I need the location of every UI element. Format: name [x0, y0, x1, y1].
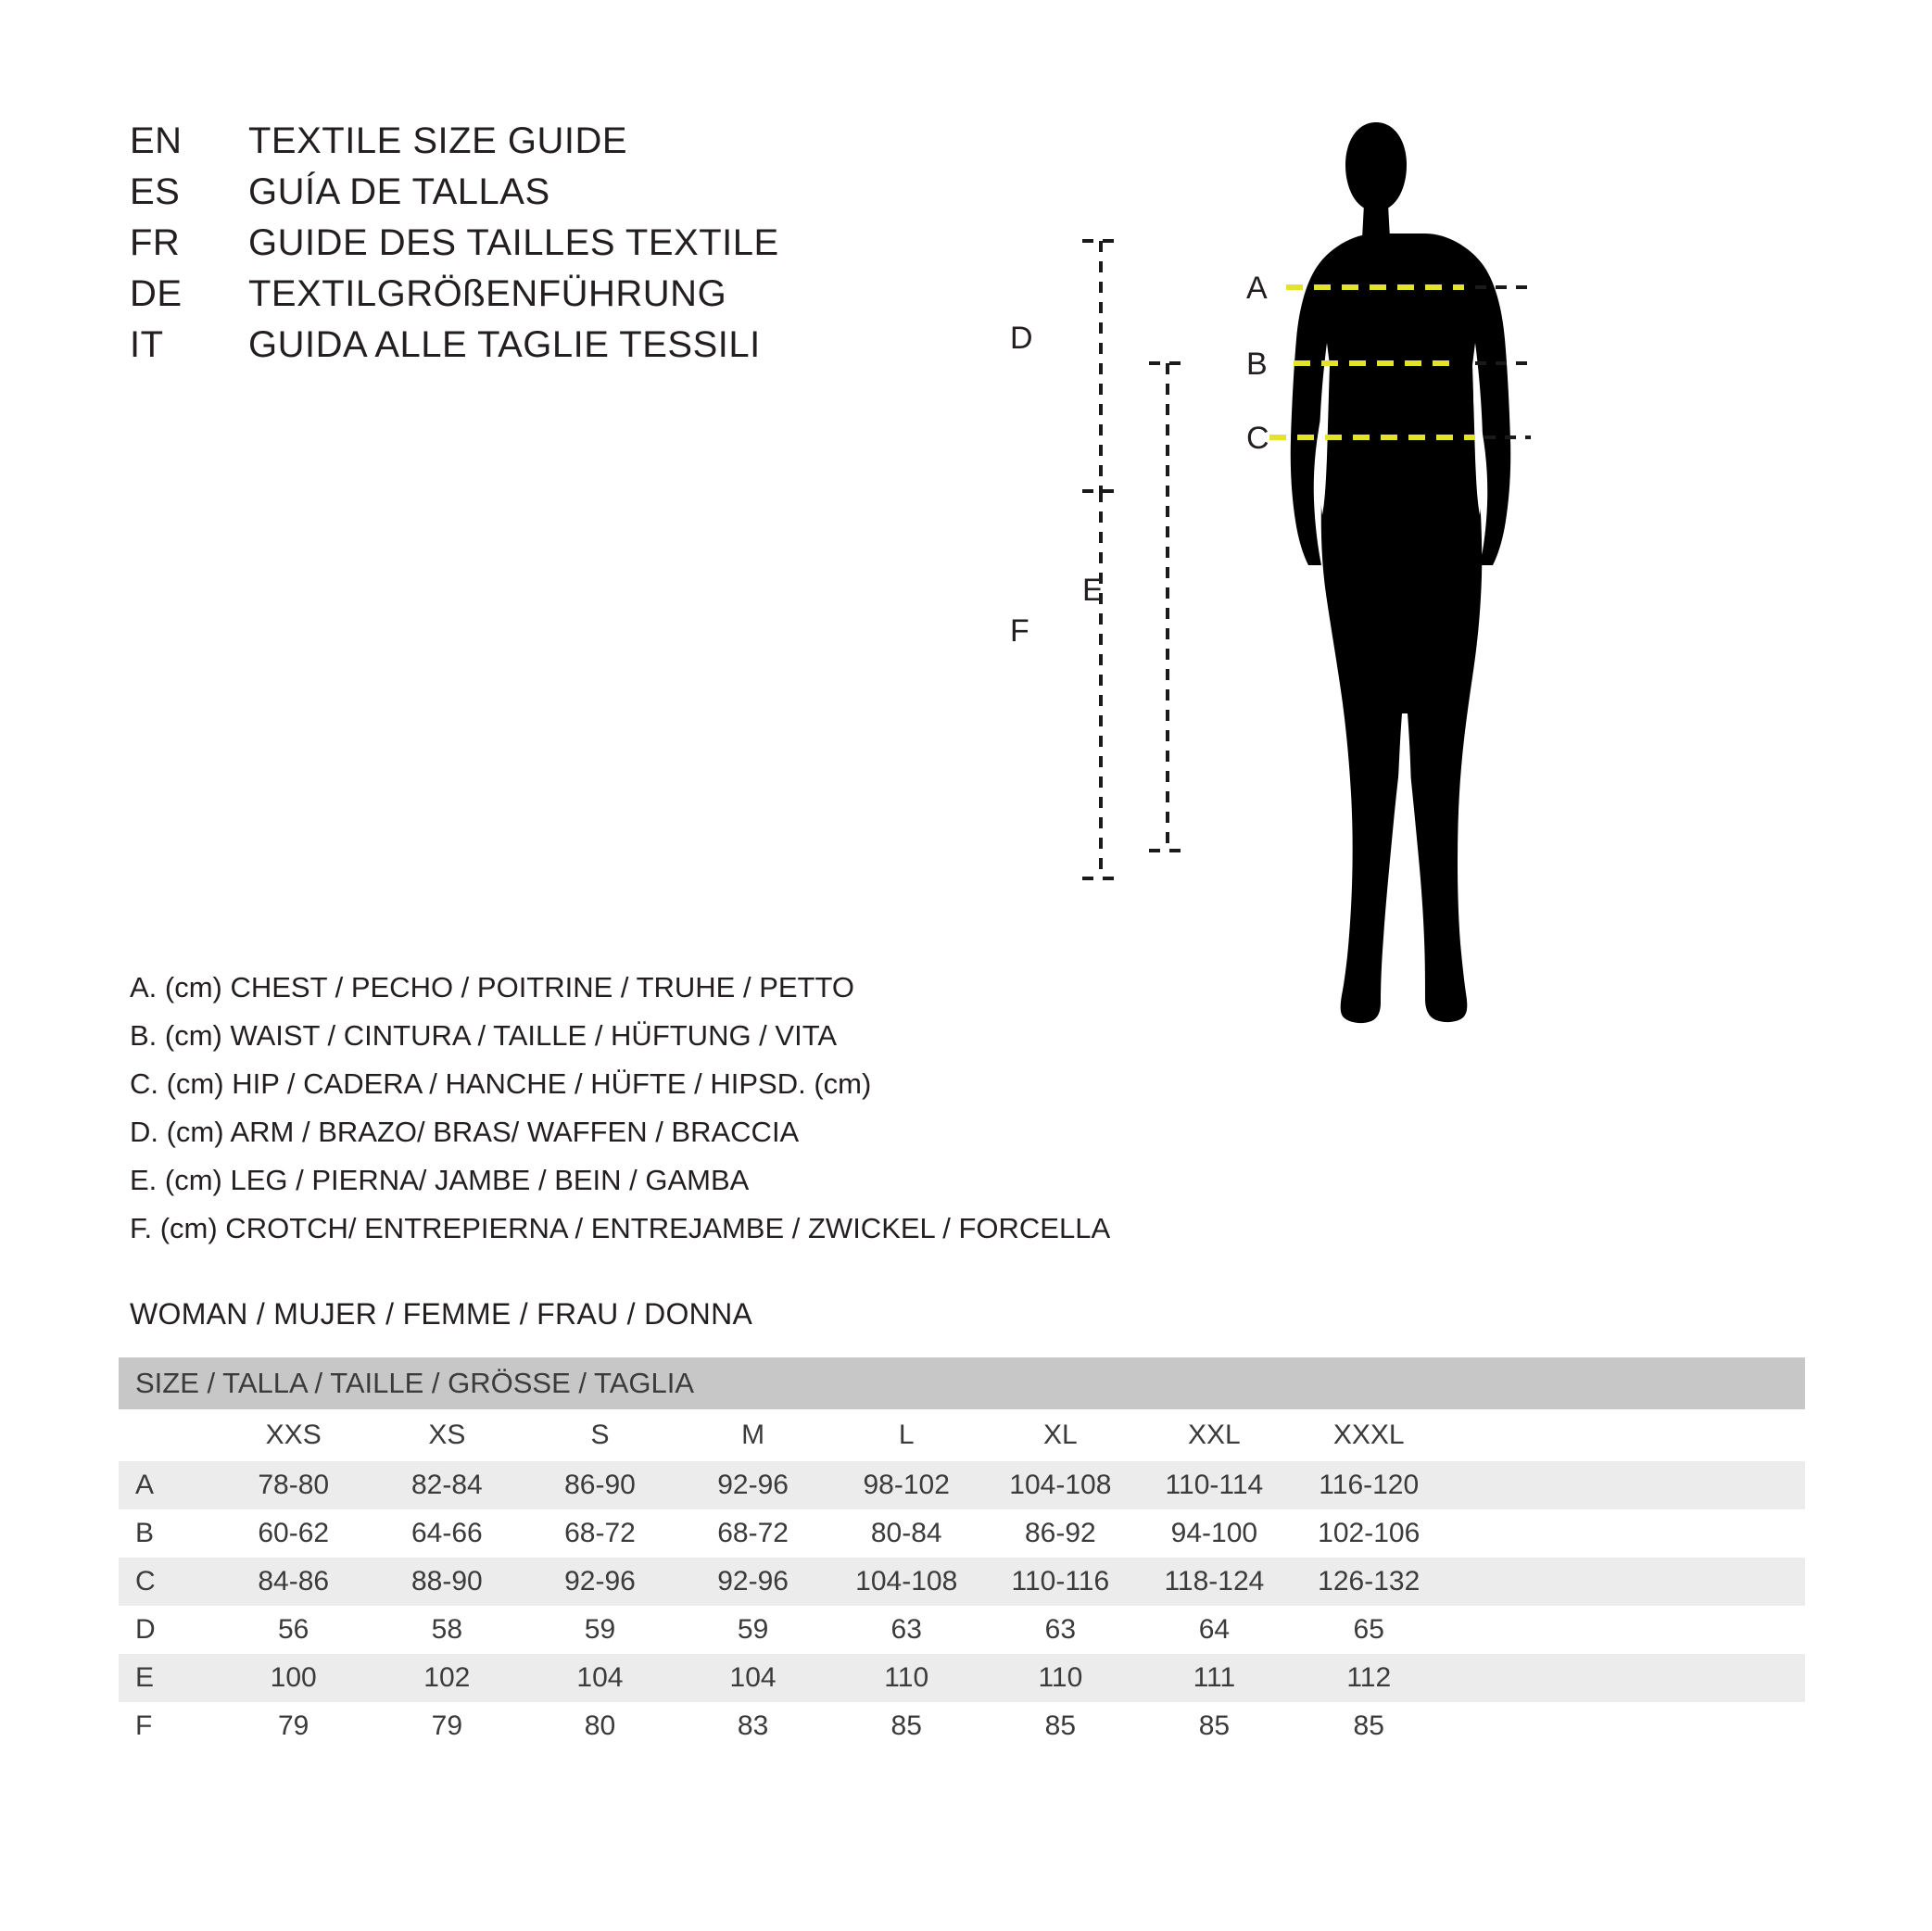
table-cell: 98-102 — [829, 1461, 983, 1509]
title-lang-code: DE — [130, 273, 183, 314]
guide-e — [1149, 363, 1186, 851]
table-cell: 85 — [829, 1702, 983, 1750]
title-row — [130, 116, 964, 167]
table-spacer-cell — [1446, 1606, 1805, 1654]
marker-label-e: E — [1082, 573, 1104, 608]
table-cell: 118-124 — [1137, 1558, 1291, 1606]
table-cell: 80 — [524, 1702, 676, 1750]
table-cell: 104-108 — [829, 1558, 983, 1606]
figure-svg — [982, 65, 1816, 1223]
title-lang-code: FR — [130, 222, 181, 263]
table-cell: 65 — [1291, 1606, 1446, 1654]
table-cell: 110 — [983, 1654, 1137, 1702]
size-table — [119, 1357, 1805, 1750]
size-header-m: M — [676, 1409, 829, 1461]
row-label: F — [119, 1702, 217, 1750]
table-header-row — [119, 1409, 1805, 1461]
table-spacer-cell — [1446, 1509, 1805, 1558]
table-cell: 59 — [524, 1606, 676, 1654]
legend-item: A. (cm) CHEST / PECHO / POITRINE / TRUHE / PETTO — [130, 971, 854, 1003]
marker-label-a: A — [1246, 271, 1268, 306]
table-row — [119, 1509, 1805, 1558]
size-header-xxs: XXS — [217, 1409, 371, 1461]
table-spacer-cell — [1446, 1702, 1805, 1750]
table-cell: 59 — [676, 1606, 829, 1654]
title-text: GUIDA ALLE TAGLIE TESSILI — [248, 324, 761, 365]
table-cell: 80-84 — [829, 1509, 983, 1558]
table-band-label: SIZE / TALLA / TAILLE / GRÖSSE / TAGLIA — [119, 1357, 1805, 1409]
table-cell: 86-92 — [983, 1509, 1137, 1558]
table-cell: 104-108 — [983, 1461, 1137, 1509]
table-cell: 63 — [983, 1606, 1137, 1654]
row-label: C — [119, 1558, 217, 1606]
table-cell: 82-84 — [371, 1461, 524, 1509]
size-header-xs: XS — [371, 1409, 524, 1461]
table-spacer-cell — [1446, 1461, 1805, 1509]
table-cell: 110-116 — [983, 1558, 1137, 1606]
row-label: A — [119, 1461, 217, 1509]
table-row — [119, 1606, 1805, 1654]
legend-item: B. (cm) WAIST / CINTURA / TAILLE / HÜFTUNG / VITA — [130, 1019, 838, 1052]
table-cell: 56 — [217, 1606, 371, 1654]
table-cell: 102-106 — [1291, 1509, 1446, 1558]
table-cell: 68-72 — [524, 1509, 676, 1558]
table-cell: 79 — [217, 1702, 371, 1750]
table-cell: 104 — [524, 1654, 676, 1702]
table-cell: 58 — [371, 1606, 524, 1654]
table-corner-cell — [119, 1409, 217, 1461]
size-header-l: L — [829, 1409, 983, 1461]
table-cell: 79 — [371, 1702, 524, 1750]
table-cell: 86-90 — [524, 1461, 676, 1509]
table-cell: 85 — [983, 1702, 1137, 1750]
table-spacer-cell — [1446, 1558, 1805, 1606]
table-row — [119, 1702, 1805, 1750]
title-lang-code: IT — [130, 324, 164, 365]
table-cell: 112 — [1291, 1654, 1446, 1702]
title-row — [130, 218, 964, 269]
size-header-s: S — [524, 1409, 676, 1461]
table-cell: 116-120 — [1291, 1461, 1446, 1509]
table-cell: 78-80 — [217, 1461, 371, 1509]
size-header-xxl: XXL — [1137, 1409, 1291, 1461]
row-label: D — [119, 1606, 217, 1654]
title-row — [130, 320, 964, 371]
table-cell: 68-72 — [676, 1509, 829, 1558]
legend-item: D. (cm) ARM / BRAZO/ BRAS/ WAFFEN / BRACCIA — [130, 1116, 800, 1148]
table-band-header — [119, 1357, 1805, 1409]
guide-f — [1082, 491, 1119, 878]
legend-item: C. (cm) HIP / CADERA / HANCHE / HÜFTE / HIPSD. (cm) — [130, 1067, 872, 1100]
table-cell: 60-62 — [217, 1509, 371, 1558]
table-cell: 110-114 — [1137, 1461, 1291, 1509]
table-cell: 83 — [676, 1702, 829, 1750]
table-cell: 88-90 — [371, 1558, 524, 1606]
table-cell: 94-100 — [1137, 1509, 1291, 1558]
title-text: GUÍA DE TALLAS — [248, 171, 550, 212]
table-cell: 85 — [1291, 1702, 1446, 1750]
table-spacer-cell — [1446, 1654, 1805, 1702]
legend-item: E. (cm) LEG / PIERNA/ JAMBE / BEIN / GAMBA — [130, 1164, 750, 1196]
title-text: TEXTILGRÖßENFÜHRUNG — [248, 273, 727, 314]
title-block — [130, 116, 964, 371]
table-cell: 84-86 — [217, 1558, 371, 1606]
guide-d — [1082, 241, 1119, 491]
title-lang-code: ES — [130, 171, 181, 212]
table-cell: 100 — [217, 1654, 371, 1702]
title-row — [130, 269, 964, 320]
row-label: E — [119, 1654, 217, 1702]
table-row — [119, 1654, 1805, 1702]
table-cell: 110 — [829, 1654, 983, 1702]
title-text: TEXTILE SIZE GUIDE — [248, 120, 628, 161]
row-label: B — [119, 1509, 217, 1558]
table-cell: 92-96 — [524, 1558, 676, 1606]
table-cell: 64 — [1137, 1606, 1291, 1654]
marker-label-c: C — [1246, 421, 1269, 456]
table-row — [119, 1558, 1805, 1606]
table-cell: 111 — [1137, 1654, 1291, 1702]
table-cell: 85 — [1137, 1702, 1291, 1750]
marker-label-b: B — [1246, 347, 1268, 382]
table-cell: 126-132 — [1291, 1558, 1446, 1606]
gender-label: WOMAN / MUJER / FEMME / FRAU / DONNA — [130, 1297, 753, 1331]
table-cell: 92-96 — [676, 1461, 829, 1509]
table-cell: 63 — [829, 1606, 983, 1654]
size-header-xxxl: XXXL — [1291, 1409, 1446, 1461]
title-row — [130, 167, 964, 218]
table-spacer-cell — [1446, 1409, 1805, 1461]
table-row — [119, 1461, 1805, 1509]
table-cell: 64-66 — [371, 1509, 524, 1558]
marker-label-d: D — [1010, 321, 1033, 356]
legend-item: F. (cm) CROTCH/ ENTREPIERNA / ENTREJAMBE / ZWICKEL / FORCELLA — [130, 1212, 1111, 1244]
title-lang-code: EN — [130, 120, 183, 161]
size-header-xl: XL — [983, 1409, 1137, 1461]
marker-label-f: F — [1010, 613, 1029, 649]
title-text: GUIDE DES TAILLES TEXTILE — [248, 222, 779, 263]
measurement-diagram — [982, 65, 1816, 1223]
woman-silhouette-icon — [1291, 122, 1511, 1023]
table-cell: 104 — [676, 1654, 829, 1702]
table-cell: 102 — [371, 1654, 524, 1702]
table-cell: 92-96 — [676, 1558, 829, 1606]
